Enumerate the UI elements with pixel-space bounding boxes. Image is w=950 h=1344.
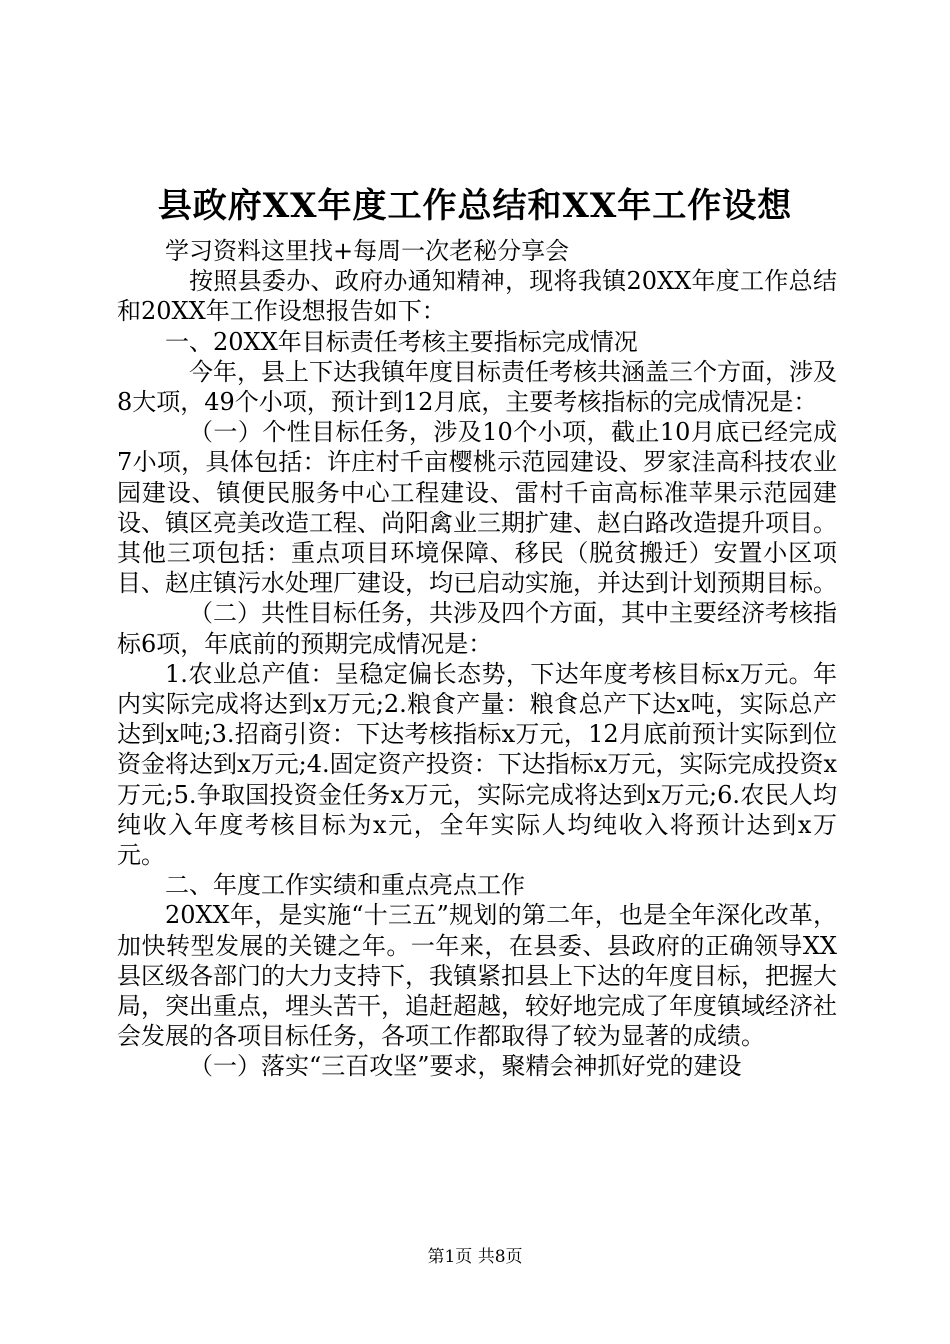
paragraph-achievements: 20XX年，是实施“十三五”规划的第二年，也是全年深化改革，加快转型发展的关键之年。一年来，在县委、县政府的正确领导XX县区级各部门的大力支持下，我镇紧扣县上下达的年度目标，把握大局，突出重点，埋头苦干，追赶超越，较好地完成了年度镇域经济社会发展的各项目标任务，各项工作都取得了较为显著的成绩。 — [117, 901, 837, 1051]
section-heading-1: 一、20XX年目标责任考核主要指标完成情况 — [165, 327, 638, 356]
paragraph-individual-targets: （一）个性目标任务，涉及10个小项，截止10月底已经完成7小项，具体包括：许庄村千亩樱桃示范园建设、罗家洼高科技农业园建设、镇便民服务中心工程建设、雷村千亩高标准苹果示范园建设、镇区亮美改造工程、尚阳禽业三期扩建、赵白路改造提升项目。其他三项包括：重点项目环境保障、移民（脱贫搬迁）安置小区项目、赵庄镇污水处理厂建设，均已启动实施，并达到计划预期目标。 — [117, 418, 837, 598]
paragraph-overview: 今年，县上下达我镇年度目标责任考核共涵盖三个方面，涉及8大项，49个小项，预计到12月底，主要考核指标的完成情况是： — [117, 357, 837, 417]
paragraph-subtitle: 学习资料这里找+每周一次老秘分享会 — [165, 237, 570, 265]
page-footer: 第1页 共8页 — [427, 1247, 523, 1267]
section-heading-2: 二、年度工作实绩和重点亮点工作 — [165, 871, 525, 900]
paragraph-intro: 按照县委办、政府办通知精神，现将我镇20XX年度工作总结和20XX年工作设想报告如下： — [117, 267, 837, 326]
paragraph-common-targets: （二）共性目标任务，共涉及四个方面，其中主要经济考核指标6项，年底前的预期完成情况是： — [117, 599, 837, 658]
paragraph-economic-indicators: 1.农业总产值：呈稳定偏长态势，下达年度考核目标x万元。年内实际完成将达到x万元;2.粮食产量：粮食总产下达x吨，实际总产达到x吨;3.招商引资：下达考核指标x万元，12月底前预计实际到位资金将达到x万元;4.固定资产投资：下达指标x万元，实际完成投资x万元;5.争取国投资金任务x万元，实际完成将达到x万元;6.农民人均纯收入年度考核目标为x元，全年实际人均纯收入将预计达到x万元。 — [117, 659, 837, 870]
document-body — [117, 236, 837, 1082]
subsection-heading-1: （一）落实“三百攻坚”要求，聚精会神抓好党的建设 — [189, 1052, 742, 1081]
document-title: 县政府XX年度工作总结和XX年工作设想 — [157, 186, 793, 226]
